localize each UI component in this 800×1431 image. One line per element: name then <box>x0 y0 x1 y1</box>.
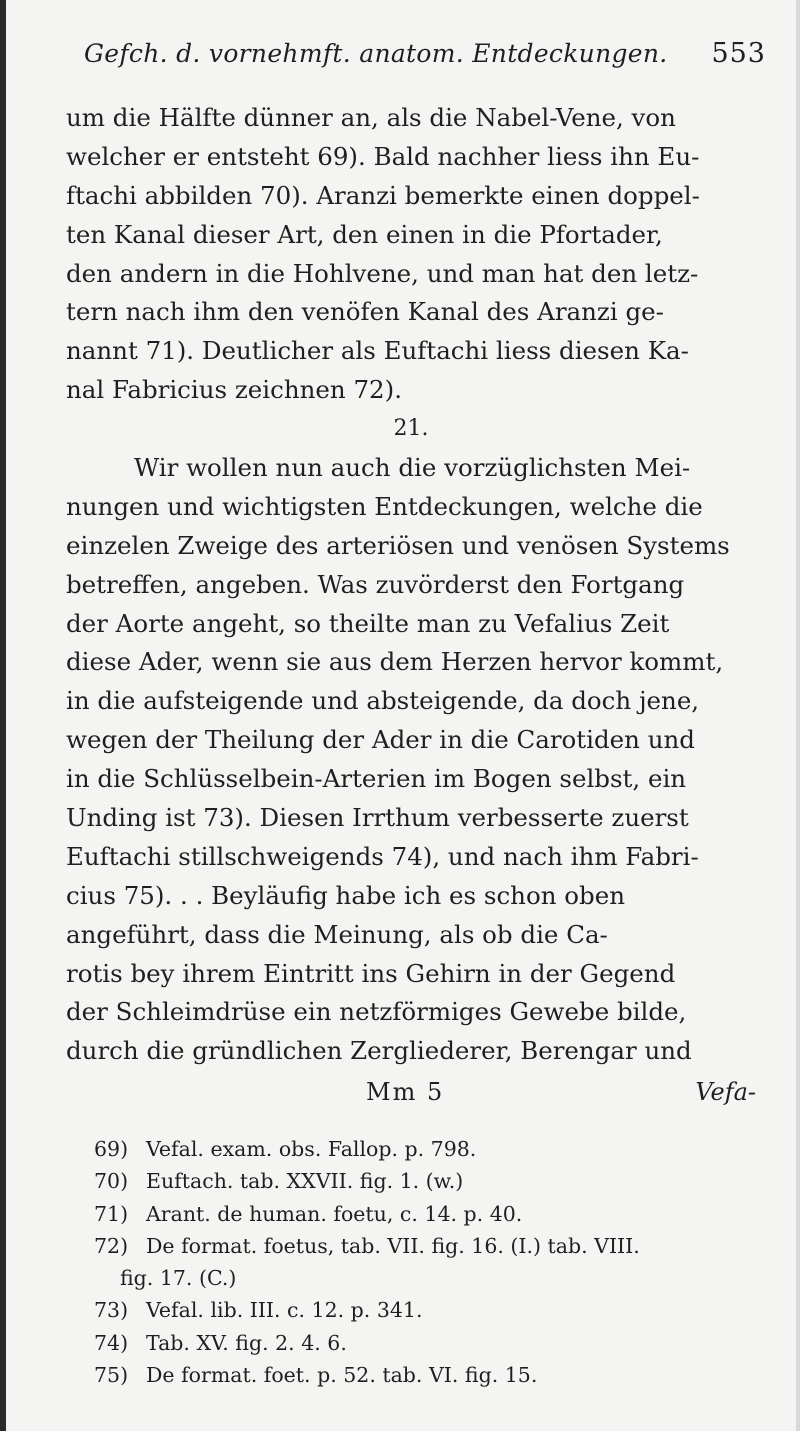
footnote-text: Vefal. exam. obs. Fallop. p. 798. <box>146 1137 477 1161</box>
footnote-number: 69) <box>94 1137 129 1161</box>
text-line: nal Fabricius zeichnen 72). <box>66 375 402 405</box>
footnote-number: 71) <box>94 1201 129 1226</box>
body-text <box>66 99 756 1071</box>
footnote-number: 73) <box>94 1298 129 1323</box>
text-line: cius 75). . . Beyläufig habe ich es schon oben <box>66 880 625 910</box>
text-line: tern nach ihm den venöfen Kanal des Aranzi ge- <box>66 297 664 327</box>
text-line: nungen und wichtigsten Entdeckungen, welche die <box>66 491 703 521</box>
footnote-text: Arant. de human. foetu, c. 14. p. 40. <box>146 1201 523 1226</box>
footnote-number: 74) <box>94 1330 129 1355</box>
footnote <box>94 1165 762 1197</box>
footnote-number: 70) <box>94 1169 129 1194</box>
text-line: wegen der Theilung der Ader in die Carotiden und <box>66 725 695 755</box>
text-line: rotis bey ihrem Eintritt ins Gehirn in der Gegend <box>66 958 676 988</box>
text-line: Wir wollen nun auch die vorzüglichsten Mei- <box>134 453 691 483</box>
text-line: angeführt, dass die Meinung, als ob die Ca- <box>66 919 608 949</box>
text-line: in die Schlüsselbein-Arterien im Bogen selbst, ein <box>66 764 687 794</box>
footnote <box>94 1133 762 1165</box>
footnote <box>94 1327 762 1359</box>
text-line: Unding ist 73). Diesen Irrthum verbesserte zuerst <box>66 803 689 833</box>
footnote-text: Vefal. lib. III. c. 12. p. 341. <box>146 1298 423 1323</box>
text-line: ftachi abbilden 70). Aranzi bemerkte einen doppel- <box>66 180 700 210</box>
section-number: 21. <box>393 416 429 442</box>
running-header <box>84 38 766 69</box>
footnote <box>94 1359 762 1391</box>
catchword: Vefa- <box>695 1078 756 1106</box>
footnote-text: Tab. XV. fig. 2. 4. 6. <box>146 1330 347 1355</box>
footnote-number: 72) <box>94 1233 129 1258</box>
footnote-text: De format. foet. p. 52. tab. VI. fig. 15. <box>146 1363 538 1388</box>
text-line: durch die gründlichen Zergliederer, Berengar und <box>66 1036 692 1066</box>
text-line: diese Ader, wenn sie aus dem Herzen hervor kommt, <box>66 647 724 677</box>
footnotes <box>94 1133 762 1391</box>
footnote <box>94 1230 762 1262</box>
catchline <box>66 1078 756 1114</box>
footnote-number: 75) <box>94 1363 129 1388</box>
text-line: Euftachi stillschweigends 74), und nach ihm Fabri- <box>66 841 699 871</box>
text-line: in die aufsteigende und absteigende, da doch jene, <box>66 686 700 716</box>
signature-mark: Mm 5 <box>366 1078 445 1106</box>
footnote <box>94 1198 762 1230</box>
text-line: welcher er entsteht 69). Bald nachher liess ihn Eu- <box>66 141 700 171</box>
footnote-text: Euftach. tab. XXVII. fig. 1. (w.) <box>146 1169 464 1194</box>
page-number: 553 <box>711 38 766 69</box>
footnote-continuation <box>94 1262 762 1294</box>
text-line: den andern in die Hohlvene, und man hat den letz- <box>66 258 699 288</box>
text-line: der Schleimdrüse ein netzförmiges Gewebe bilde, <box>66 997 687 1027</box>
text-line: nannt 71). Deutlicher als Euftachi liess diesen Ka- <box>66 336 689 366</box>
footnote <box>94 1294 762 1326</box>
footnote-text: fig. 17. (C.) <box>120 1266 237 1291</box>
text-line: der Aorte angeht, so theilte man zu Vefalius Zeit <box>66 608 670 638</box>
text-line: ten Kanal dieser Art, den einen in die Pfortader, <box>66 219 663 249</box>
footnote-text: De format. foetus, tab. VII. fig. 16. (I.) tab. VIII. <box>146 1233 640 1258</box>
text-line: um die Hälfte dünner an, als die Nabel-Vene, von <box>66 103 676 132</box>
text-line: betreffen, angeben. Was zuvörderst den Fortgang <box>66 569 685 599</box>
text-line: einzelen Zweige des arteriösen und venösen Systems <box>66 530 730 560</box>
running-title: Gefch. d. vornehmft. anatom. Entdeckungen. <box>84 39 668 68</box>
